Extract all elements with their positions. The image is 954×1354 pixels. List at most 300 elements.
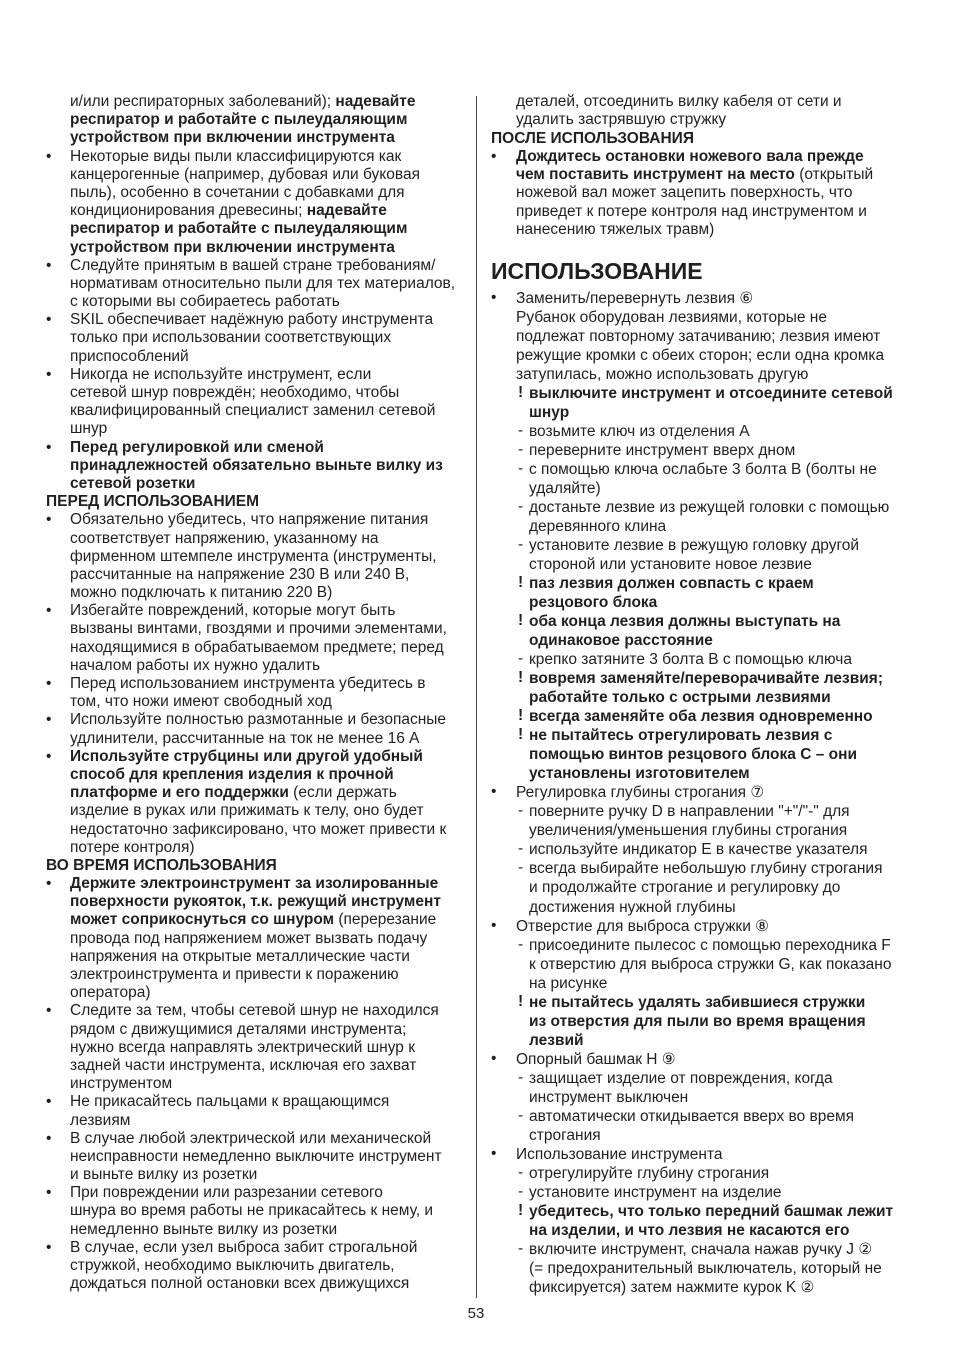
text-line <box>46 911 466 929</box>
text-line <box>491 1050 931 1069</box>
text-run: квалифицированный специалист заменил сетевой <box>70 402 436 420</box>
text-run: Избегайте повреждений, которые могут быть <box>70 602 396 620</box>
text-line <box>491 1202 931 1221</box>
text-run: поверните ручку D в направлении "+"/"-" для <box>529 803 850 821</box>
text-line <box>46 366 466 384</box>
text-run: установите инструмент на изделие <box>529 1183 782 1201</box>
usage-section-title: ИСПОЛЬЗОВАНИЕ <box>491 258 703 284</box>
bullet-marker: • <box>491 916 497 934</box>
warning-marker: ! <box>518 612 524 630</box>
text-line <box>46 457 466 475</box>
text-run: на рисунке <box>529 974 608 992</box>
text-line <box>46 857 466 875</box>
text-line <box>46 1166 466 1184</box>
text-line <box>46 875 466 893</box>
bold-text: выключите инструмент и отсоедините сетевой <box>529 384 893 402</box>
text-run: защищает изделие от повреждения, когда <box>529 1069 833 1087</box>
bold-text: одинаковое расстояние <box>529 632 713 650</box>
text-run: фирменном штемпеле инструмента (инструменты, <box>70 547 437 565</box>
step-item <box>491 650 931 669</box>
text-run: Следите за тем, чтобы сетевой шнур не находился <box>70 1002 439 1020</box>
text-line <box>46 275 466 293</box>
text-run: дождаться полной остановки всех движущихся <box>70 1275 410 1293</box>
text-line <box>46 602 466 620</box>
text-line <box>491 517 931 536</box>
bullet-item <box>46 366 466 439</box>
text-line <box>491 441 931 460</box>
text-run: сетевой шнур повреждён; необходимо, чтобы <box>70 384 400 401</box>
bullet-item <box>46 602 466 675</box>
warning-marker: ! <box>518 573 524 591</box>
text-run: потере контроля) <box>70 838 195 856</box>
bullet-item <box>46 711 466 747</box>
text-run: Опорный башмак H ⑨ <box>516 1050 676 1068</box>
text-line <box>491 631 931 650</box>
bold-text: установлены изготовителем <box>529 765 750 783</box>
text-run: SKIL обеспечивает надёжную работу инструмента <box>70 311 434 329</box>
paragraph-continuation <box>46 93 466 148</box>
text-run: лезвиям <box>70 1111 131 1129</box>
text-line <box>491 184 931 202</box>
text-line <box>46 675 466 693</box>
text-line <box>46 1057 466 1075</box>
text-line <box>491 111 931 129</box>
text-run: Следуйте принятым в вашей стране требованиям/ <box>70 256 436 274</box>
text-run: переверните инструмент вверх дном <box>529 441 796 459</box>
text-line <box>491 878 931 897</box>
text-run: инструмент выключен <box>529 1088 689 1106</box>
text-line <box>46 1257 466 1275</box>
warning-item <box>491 726 931 783</box>
text-run: канцерогенные (например, дубовая или буковая <box>70 165 420 183</box>
bold-text: не пытайтесь отрегулировать лезвия с <box>529 727 833 745</box>
text-run: Отверстие для выброса стружки ⑧ <box>516 917 770 935</box>
bullet-item <box>491 148 931 239</box>
step-item <box>491 1164 931 1183</box>
text-line <box>46 1021 466 1039</box>
text-run: строгания <box>529 1126 601 1144</box>
text-run: Некоторые виды пыли классифицируются как <box>70 147 402 165</box>
text-run: используйте индикатор E в качестве указателя <box>529 841 868 859</box>
bullet-marker: • <box>46 875 52 893</box>
step-item <box>491 460 931 498</box>
text-run: достижения нужной глубины <box>529 898 736 916</box>
text-run: напряжения на открытые металлические части <box>70 947 410 965</box>
bullet-marker: • <box>46 602 52 620</box>
text-run: вызваны винтами, гвоздями и прочими элементами, <box>70 620 447 638</box>
bold-text: паз лезвия должен совпасть с краем <box>529 574 814 592</box>
bullet-marker: • <box>46 147 52 165</box>
text-run: возьмите ключ из отделения A <box>529 422 750 440</box>
paragraph-continuation <box>491 93 931 130</box>
text-run: При повреждении или разрезании сетевого <box>70 1184 383 1202</box>
text-run: немедленно выньте вилку из розетки <box>70 1220 338 1238</box>
text-run: Не прикасайтесь пальцами к вращающимся <box>70 1093 390 1111</box>
text-line <box>491 707 931 726</box>
text-line <box>46 475 466 493</box>
bold-text: надевайте <box>335 93 416 110</box>
dash-marker: - <box>518 802 524 820</box>
dash-marker: - <box>518 1240 524 1258</box>
text-run: пыль), особенно в сочетании с добавками для <box>70 183 405 201</box>
text-run: можно подключать к питанию 220 В) <box>70 584 333 602</box>
text-line <box>491 955 931 974</box>
warning-marker: ! <box>518 1202 524 1219</box>
text-run: (если держать <box>288 784 397 802</box>
bullet-item <box>491 1050 931 1069</box>
bold-text: платформе и его поддержки <box>70 784 289 802</box>
bold-text: устройством при включении инструмента <box>70 129 395 147</box>
bold-text: не пытайтесь удалять забившиеся стружки <box>529 993 866 1011</box>
warning-item <box>491 669 931 707</box>
text-line <box>491 365 931 384</box>
warning-marker: ! <box>518 726 524 744</box>
text-run: приспособлений <box>70 347 189 365</box>
text-line <box>46 893 466 911</box>
text-run: ПОСЛЕ ИСПОЛЬЗОВАНИЯ <box>491 129 694 147</box>
dash-marker: - <box>518 459 524 477</box>
text-line <box>491 221 931 239</box>
bullet-marker: • <box>46 675 52 692</box>
text-run: и/или респираторных заболеваний); <box>70 93 336 110</box>
text-run: шнура во время работы не прикасайтесь к нему, и <box>70 1202 434 1220</box>
text-line <box>491 1031 931 1050</box>
text-run: включите инструмент, сначала нажав ручку J ② <box>529 1241 873 1259</box>
text-line <box>491 764 931 783</box>
text-run: кондиционирования древесины; <box>70 202 307 220</box>
warning-item <box>491 707 931 726</box>
text-line <box>46 948 466 966</box>
text-run: Заменить/перевернуть лезвия ⑥ <box>516 289 754 307</box>
warning-marker: ! <box>518 383 524 401</box>
section-heading <box>46 493 466 511</box>
text-run: стороной или установите новое лезвие <box>529 555 812 573</box>
text-run: только при использовании соответствующих <box>70 329 392 347</box>
text-line <box>46 821 466 839</box>
text-run: нанесению тяжелых травм) <box>516 221 715 239</box>
text-run: с которыми вы собираетесь работать <box>70 293 340 311</box>
text-line <box>46 711 466 729</box>
bold-text: вовремя заменяйте/переворачивайте лезвия; <box>529 670 883 688</box>
text-line <box>491 745 931 764</box>
text-line <box>491 346 931 365</box>
text-run: удаляйте) <box>529 479 601 497</box>
text-line <box>46 657 466 675</box>
step-item <box>491 840 931 859</box>
bullet-marker: • <box>491 783 497 801</box>
warning-item <box>491 384 931 422</box>
text-run: затупилась, можно использовать другую <box>516 365 809 383</box>
bold-text: сетевой розетки <box>70 474 196 492</box>
text-run: ВО ВРЕМЯ ИСПОЛЬЗОВАНИЯ <box>46 856 277 874</box>
text-line <box>491 936 931 955</box>
bold-text: чем поставить инструмент на место <box>516 166 795 184</box>
bullet-item <box>491 783 931 802</box>
text-line <box>491 130 931 148</box>
text-run: деревянного клина <box>529 517 667 535</box>
dash-marker: - <box>518 859 524 877</box>
column-divider <box>476 96 477 1298</box>
bold-text: Перед регулировкой или сменой <box>70 438 324 456</box>
text-line <box>46 1002 466 1020</box>
text-run: Никогда не используйте инструмент, если <box>70 365 372 383</box>
text-line <box>46 93 466 111</box>
text-line <box>491 593 931 612</box>
text-line <box>46 1130 466 1148</box>
text-line <box>46 202 466 220</box>
step-item <box>491 1240 931 1297</box>
text-line <box>46 693 466 711</box>
text-line <box>46 402 466 420</box>
text-run: (перерезание <box>334 911 437 929</box>
bullet-item <box>491 289 931 384</box>
text-run: достаньте лезвие из режущей головки с помощью <box>529 498 890 516</box>
text-line <box>491 840 931 859</box>
text-run: увеличения/уменьшения глубины строгания <box>529 822 848 840</box>
bullet-marker: • <box>491 1049 497 1067</box>
step-item <box>491 536 931 574</box>
dash-marker: - <box>518 935 524 953</box>
bullet-marker: • <box>46 511 52 529</box>
text-line <box>491 688 931 707</box>
section-heading <box>46 857 466 875</box>
text-run: В случае, если узел выброса забит строгальной <box>70 1238 418 1256</box>
bold-text: Дождитесь остановки ножевого вала прежде <box>516 147 864 165</box>
bullet-marker: • <box>46 1093 52 1111</box>
text-run: недостаточно зафиксировано, что может привести к <box>70 820 447 838</box>
text-line <box>491 1240 931 1259</box>
text-line <box>491 1221 931 1240</box>
text-run: удлинители, рассчитанные на ток не менее 16 A <box>70 729 420 747</box>
text-run: том, что ножи имеют свободный ход <box>70 693 332 711</box>
text-line <box>491 536 931 555</box>
text-line <box>491 422 931 441</box>
text-line <box>491 669 931 688</box>
text-line <box>46 1093 466 1111</box>
bold-text: устройством при включении инструмента <box>70 238 395 256</box>
text-run: неисправности немедленно выключите инструмент <box>70 1147 442 1165</box>
dash-marker: - <box>518 421 524 439</box>
usage-section <box>491 289 931 1298</box>
text-line <box>46 639 466 657</box>
dash-marker: - <box>518 440 524 458</box>
text-line <box>46 748 466 766</box>
warning-marker: ! <box>518 707 524 725</box>
text-line <box>46 311 466 329</box>
bullet-item <box>46 1239 466 1294</box>
text-run: к отверстию для выброса стружки G, как показано <box>529 955 892 973</box>
bold-text: поверхности рукояток, т.к. режущий инструмент <box>70 893 441 911</box>
text-line <box>491 821 931 840</box>
text-run: крепко затяните 3 болта B с помощью ключа <box>529 651 852 669</box>
text-line <box>46 784 466 802</box>
step-item <box>491 802 931 840</box>
text-line <box>46 111 466 129</box>
bullet-item <box>46 748 466 857</box>
text-run: Используйте полностью размотанные и безопасные <box>70 711 447 729</box>
text-line <box>46 766 466 784</box>
warning-item <box>491 612 931 650</box>
text-line <box>46 966 466 984</box>
text-line <box>491 555 931 574</box>
step-item <box>491 936 931 993</box>
text-run: деталей, отсоединить вилку кабеля от сети и <box>516 93 842 110</box>
bold-text: лезвий <box>529 1031 584 1049</box>
text-run: ножевой вал может зацепить поверхность, что <box>516 184 853 202</box>
text-run: изделие в руках или прижимать к телу, оно будет <box>70 802 424 820</box>
text-line <box>46 257 466 275</box>
text-run: с помощью ключа ослабьте 3 болта B (болты не <box>529 460 877 478</box>
text-line <box>46 620 466 638</box>
bold-text: на изделии, и что лезвия не касаются его <box>529 1222 850 1240</box>
text-line <box>491 1259 931 1278</box>
bold-text: работайте только с острыми лезвиями <box>529 689 831 707</box>
text-line <box>491 479 931 498</box>
text-line <box>491 1069 931 1088</box>
text-run: инструментом <box>70 1075 173 1093</box>
text-run: Обязательно убедитесь, что напряжение питания <box>70 511 429 529</box>
text-run: шнур <box>70 420 108 438</box>
warning-item <box>491 993 931 1050</box>
text-run: установите лезвие в режущую головку другой <box>529 536 860 554</box>
text-line <box>46 984 466 1002</box>
text-line <box>46 148 466 166</box>
text-line <box>46 511 466 529</box>
text-line <box>46 329 466 347</box>
text-line <box>46 584 466 602</box>
text-line <box>46 1239 466 1257</box>
text-line <box>491 384 931 403</box>
text-run: всегда выбирайте небольшую глубину строгания <box>529 860 883 878</box>
text-line <box>46 493 466 511</box>
text-run: отрегулируйте глубину строгания <box>529 1164 770 1182</box>
text-run: удалить застрявшую стружку <box>516 111 727 129</box>
bullet-marker: • <box>491 288 497 306</box>
text-line <box>491 1107 931 1126</box>
text-line <box>491 1088 931 1107</box>
dash-marker: - <box>518 1182 524 1200</box>
bold-text: способ для крепления изделия к прочной <box>70 765 394 783</box>
text-line <box>46 129 466 147</box>
text-run: рядом с движущимися деталями инструмента; <box>70 1020 407 1038</box>
dash-marker: - <box>518 1106 524 1124</box>
bullet-marker: • <box>46 1002 52 1020</box>
bullet-marker: • <box>491 1144 497 1162</box>
text-line <box>491 93 931 111</box>
bullet-item <box>46 511 466 602</box>
text-line <box>491 574 931 593</box>
bullet-item <box>46 1093 466 1129</box>
text-line <box>491 1145 931 1164</box>
section-heading <box>491 130 931 148</box>
step-item <box>491 498 931 536</box>
warning-item <box>491 1202 931 1240</box>
text-line <box>491 403 931 422</box>
bullet-item <box>46 311 466 366</box>
text-line <box>491 308 931 327</box>
text-line <box>491 612 931 631</box>
text-line <box>46 1148 466 1166</box>
dash-marker: - <box>518 840 524 858</box>
text-line <box>491 898 931 917</box>
text-line <box>491 148 931 166</box>
text-run: началом работы их нужно удалить <box>70 656 321 674</box>
text-line <box>491 498 931 517</box>
text-run: и продолжайте строгание и регулировку до <box>529 879 841 897</box>
text-run: стружкой, необходимо выключить двигатель, <box>70 1257 395 1274</box>
bold-text: оба конца лезвия должны выступать на <box>529 613 841 631</box>
text-line <box>46 1039 466 1057</box>
text-run: фиксируется) затем нажмите курок K ② <box>529 1279 815 1297</box>
text-run: ПЕРЕД ИСПОЛЬЗОВАНИЕМ <box>46 493 260 511</box>
bullet-marker: • <box>46 1184 52 1202</box>
text-line <box>491 327 931 346</box>
text-line <box>491 859 931 878</box>
text-line <box>491 802 931 821</box>
bold-text: принадлежностей обязательно выньте вилку из <box>70 456 443 474</box>
text-line <box>46 239 466 257</box>
bullet-marker: • <box>46 311 52 329</box>
warning-marker: ! <box>518 669 524 687</box>
step-item <box>491 859 931 916</box>
bullet-item <box>491 917 931 936</box>
text-line <box>46 1075 466 1093</box>
warning-marker: ! <box>518 992 524 1010</box>
text-run: соответствует напряжению, указанному на <box>70 529 379 547</box>
text-line <box>491 783 931 802</box>
warning-item <box>491 574 931 612</box>
text-run: электроинструмента и привести к поражению <box>70 966 399 983</box>
text-line <box>491 460 931 479</box>
text-line <box>46 930 466 948</box>
text-line <box>46 420 466 438</box>
text-line <box>46 1112 466 1130</box>
page-number: 53 <box>467 1305 485 1322</box>
step-item <box>491 1183 931 1202</box>
step-item <box>491 1069 931 1107</box>
text-run: нормативам относительно пыли для тех материалов, <box>70 274 456 292</box>
bold-text: респиратор и работайте с пылеудаляющим <box>70 111 408 129</box>
text-line <box>491 203 931 221</box>
text-line <box>46 1184 466 1202</box>
text-line <box>491 650 931 669</box>
text-line <box>491 993 931 1012</box>
text-run: находящимися в обрабатываемом предмете; перед <box>70 638 444 656</box>
bold-text: надевайте <box>306 202 387 220</box>
bullet-item <box>491 1145 931 1164</box>
dash-marker: - <box>518 1068 524 1086</box>
text-run: задней части инструмента, исключая его захват <box>70 1056 417 1074</box>
dash-marker: - <box>518 535 524 553</box>
bold-text: резцового блока <box>529 594 658 611</box>
text-run: рассчитанные на напряжение 230 В или 240 В, <box>70 565 410 583</box>
right-column-top <box>491 93 931 239</box>
bold-text: может соприкоснуться со шнуром <box>70 911 335 929</box>
bullet-item <box>46 675 466 711</box>
bullet-item <box>46 439 466 494</box>
bullet-item <box>46 1002 466 1093</box>
text-line <box>46 566 466 584</box>
text-line <box>46 1275 466 1293</box>
bullet-marker: • <box>491 147 497 165</box>
text-line <box>46 1202 466 1220</box>
text-run: В случае любой электрической или механической <box>70 1129 432 1147</box>
bullet-item <box>46 1130 466 1185</box>
text-run: (= предохранительный выключатель, который не <box>529 1260 882 1278</box>
text-line <box>46 1221 466 1239</box>
bullet-marker: • <box>46 1129 52 1147</box>
text-line <box>491 1164 931 1183</box>
